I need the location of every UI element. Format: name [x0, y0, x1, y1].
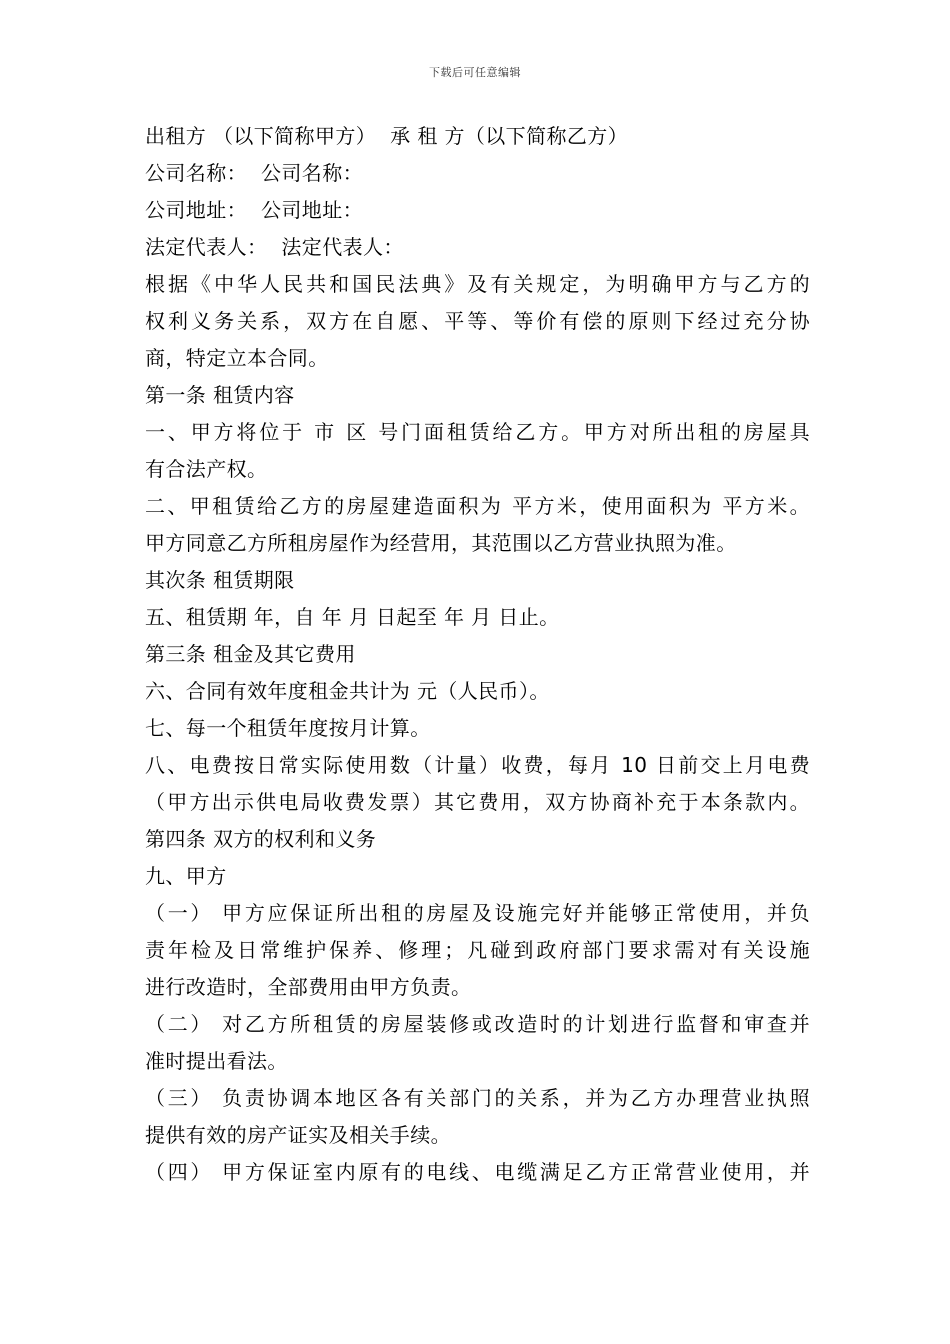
article-4-line: 提供有效的房产证实及相关手续。 — [145, 1123, 451, 1147]
company-name-line — [145, 155, 810, 192]
company-name-b: 公司名称： — [261, 161, 363, 185]
article-1-line: 二、甲租赁给乙方的房屋建造面积为 平方米，使用面积为 平方米。 — [145, 494, 810, 518]
article-4-line: （一） 甲方应保证所出租的房屋及设施完好并能够正常使用，并负 — [145, 901, 810, 925]
parties-line — [145, 118, 810, 155]
preamble-line: 根据《中华人民共和国民法典》及有关规定，为明确甲方与乙方的 — [145, 272, 810, 296]
company-name-a: 公司名称： — [145, 161, 247, 185]
article-1-title: 第一条 租赁内容 — [145, 383, 295, 407]
lessee-label: 承 租 方（以下简称乙方） — [390, 124, 629, 148]
representative-a: 法定代表人： — [145, 235, 268, 259]
article-3-line: 七、每一个租赁年度按月计算。 — [145, 716, 431, 740]
representative-line — [145, 229, 810, 266]
article-3-line: （甲方出示供电局收费发票）其它费用，双方协商补充于本条款内。 — [145, 790, 810, 814]
article-2-title: 其次条 租赁期限 — [145, 568, 295, 592]
page-header: 下载后可任意编辑 — [429, 66, 521, 79]
article-4-line: 进行改造时，全部费用由甲方负责。 — [145, 975, 472, 999]
article-2-line: 五、租赁期 年，自 年 月 日起至 年 月 日止。 — [145, 605, 560, 629]
article-4-line: （四） 甲方保证室内原有的电线、电缆满足乙方正常营业使用，并 — [145, 1160, 810, 1184]
preamble-line: 权利义务关系，双方在自愿、平等、等价有偿的原则下经过充分协 — [145, 309, 810, 333]
contract-body — [145, 118, 810, 1191]
article-4-line: 责年检及日常维护保养、修理；凡碰到政府部门要求需对有关设施 — [145, 938, 810, 962]
article-3-line: 六、合同有效年度租金共计为 元（人民币）。 — [145, 679, 550, 703]
company-address-b: 公司地址： — [261, 198, 363, 222]
preamble-line: 商，特定立本合同。 — [145, 346, 329, 370]
article-1-line: 甲方同意乙方所租房屋作为经营用，其范围以乙方营业执照为准。 — [145, 531, 737, 555]
lessor-label: 出租方 （以下简称甲方） — [145, 124, 377, 148]
representative-b: 法定代表人： — [281, 235, 404, 259]
article-4-line: （三） 负责协调本地区各有关部门的关系，并为乙方办理营业执照 — [145, 1086, 810, 1110]
article-3-line: 八、电费按日常实际使用数（计量）收费，每月 10 日前交上月电费 — [145, 753, 810, 777]
article-4-party-a: 九、甲方 — [145, 864, 227, 888]
article-4-title: 第四条 双方的权利和义务 — [145, 827, 377, 851]
company-address-line — [145, 192, 810, 229]
article-3-title: 第三条 租金及其它费用 — [145, 642, 356, 666]
article-1-line: 一、甲方将位于 市 区 号门面租赁给乙方。甲方对所出租的房屋具 — [145, 420, 810, 444]
article-4-line: 准时提出看法。 — [145, 1049, 288, 1073]
article-4-line: （二） 对乙方所租赁的房屋装修或改造时的计划进行监督和审查并 — [145, 1012, 810, 1036]
article-1-line: 有合法产权。 — [145, 457, 268, 481]
company-address-a: 公司地址： — [145, 198, 247, 222]
